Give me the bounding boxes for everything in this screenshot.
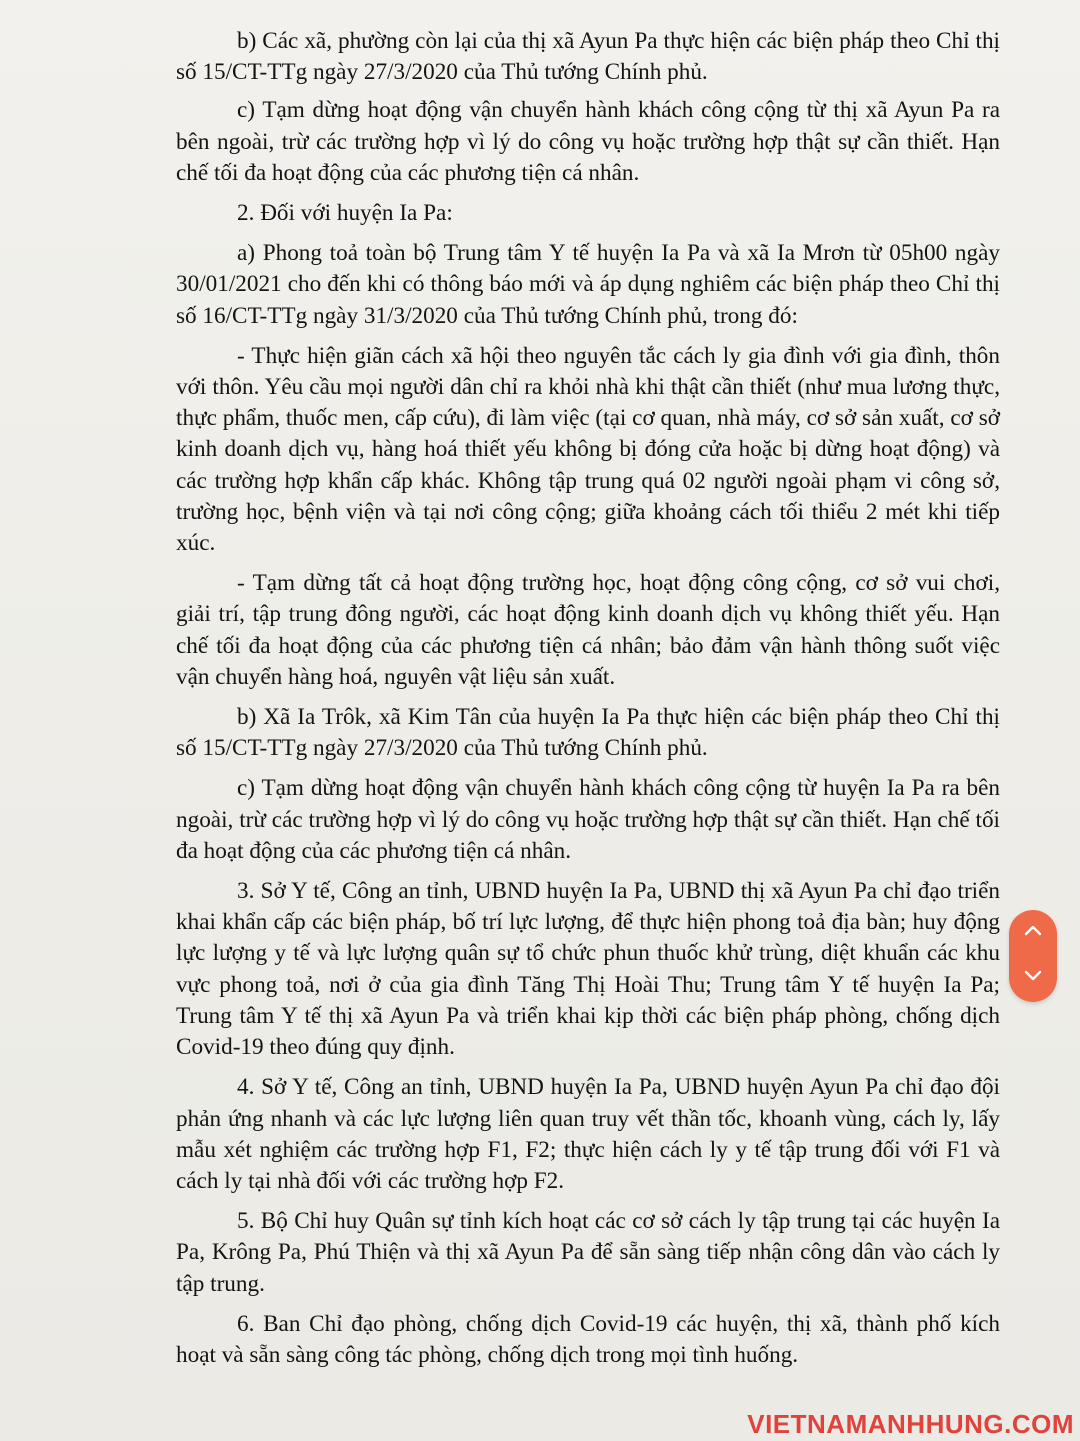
paragraph-2a-bullet-2: - Tạm dừng tất cả hoạt động trường học, hoạt động công cộng, cơ sở vui chơi, giải trí, tập trung đông người, các hoạt động kinh doanh dịch vụ không thiết yếu. Hạn chế tối đa hoạt động của các phương tiện cá nhân; bảo đảm vận hành thông suốt việc vận chuyển hàng hoá, nguyên vật liệu sản xuất. (176, 570, 1000, 690)
paragraph-2a-ia-pa: a) Phong toả toàn bộ Trung tâm Y tế huyện Ia Pa và xã Ia Mrơn từ 05h00 ngày 30/01/2021 cho đến khi có thông báo mới và áp dụng nghiêm các biện pháp theo Chỉ thị số 16/CT-TTg ngày 31/3/2020 của Thủ tướng Chính phủ, trong đó: (176, 240, 1000, 329)
paragraph-2b-ia-pa: b) Xã Ia Trôk, xã Kim Tân của huyện Ia Pa thực hiện các biện pháp theo Chỉ thị số 15/CT-TTg ngày 27/3/2020 của Thủ tướng Chính phủ. (176, 704, 1000, 762)
chevron-down-icon (1022, 968, 1044, 984)
chevron-up-icon (1022, 922, 1044, 938)
paragraph-2a-bullet-1: - Thực hiện giãn cách xã hội theo nguyên tắc cách ly gia đình với gia đình, thôn với thôn. Yêu cầu mọi người dân chỉ ra khỏi nhà khi thật cần thiết (như mua lương thực, thực phẩm, thuốc men, cấp cứu), đi làm việc (tại cơ quan, nhà máy, cơ sở sản xuất, cơ sở kinh doanh dịch vụ, hàng hoá thiết yếu không bị đóng cửa hoặc bị dừng hoạt động) và các trường hợp khẩn cấp khác. Không tập trung quá 02 người ngoài phạm vi công sở, trường học, bệnh viện và tại nơi công cộng; giữa khoảng cách tối thiểu 2 mét khi tiếp xúc. (176, 342, 1000, 557)
paragraph-2c-ia-pa: c) Tạm dừng hoạt động vận chuyển hành khách công cộng từ huyện Ia Pa ra bên ngoài, trừ các trường hợp vì lý do công vụ hoặc trường hợp thật sự cần thiết. Hạn chế tối đa hoạt động của các phương tiện cá nhân. (176, 775, 1000, 864)
scroll-up-button[interactable] (1009, 910, 1057, 956)
paragraph-2-heading: 2. Đối với huyện Ia Pa: (237, 200, 453, 227)
paragraph-1b-ayun-pa: b) Các xã, phường còn lại của thị xã Ayun Pa thực hiện các biện pháp theo Chỉ thị số 15/CT-TTg ngày 27/3/2020 của Thủ tướng Chính phủ. (176, 28, 1000, 86)
paragraph-6: 6. Ban Chỉ đạo phòng, chống dịch Covid-19 các huyện, thị xã, thành phố kích hoạt và sẵn sàng công tác phòng, chống dịch trong mọi tình huống. (176, 1310, 1000, 1368)
scroll-control (1009, 910, 1057, 1002)
site-watermark: VIETNAMANHHUNG.COM (747, 1409, 1074, 1439)
paragraph-4: 4. Sở Y tế, Công an tỉnh, UBND huyện Ia Pa, UBND huyện Ayun Pa chỉ đạo đội phản ứng nhanh và các lực lượng liên quan truy vết thần tốc, khoanh vùng, cách ly, lấy mẫu xét nghiệm các trường hợp F1, F2; thực hiện cách ly y tế tập trung đối với F1 và cách ly tại nhà đối với các trường hợp F2. (176, 1074, 1000, 1194)
document-body (176, 26, 1000, 1371)
paragraph-3: 3. Sở Y tế, Công an tỉnh, UBND huyện Ia Pa, UBND thị xã Ayun Pa chỉ đạo triển khai khẩn cấp các biện pháp, bố trí lực lượng, để thực hiện phong toả địa bàn; huy động lực lượng y tế và lực lượng quân sự tổ chức phun thuốc khử trùng, diệt khuẩn các khu vực phong toả, nơi ở của gia đình Tăng Thị Hoài Thu; Trung tâm Y tế huyện Ia Pa; Trung tâm Y tế thị xã Ayun Pa và triển khai kịp thời các biện pháp phòng, chống dịch Covid-19 theo đúng quy định. (176, 878, 1000, 1061)
scroll-down-button[interactable] (1009, 956, 1057, 1002)
paragraph-5: 5. Bộ Chỉ huy Quân sự tỉnh kích hoạt các cơ sở cách ly tập trung tại các huyện Ia Pa, Krông Pa, Phú Thiện và thị xã Ayun Pa để sẵn sàng tiếp nhận công dân vào cách ly tập trung. (176, 1208, 1000, 1297)
paragraph-1c-ayun-pa: c) Tạm dừng hoạt động vận chuyển hành khách công cộng từ thị xã Ayun Pa ra bên ngoài, trừ các trường hợp vì lý do công vụ hoặc trường hợp thật sự cần thiết. Hạn chế tối đa hoạt động của các phương tiện cá nhân. (176, 97, 1000, 186)
